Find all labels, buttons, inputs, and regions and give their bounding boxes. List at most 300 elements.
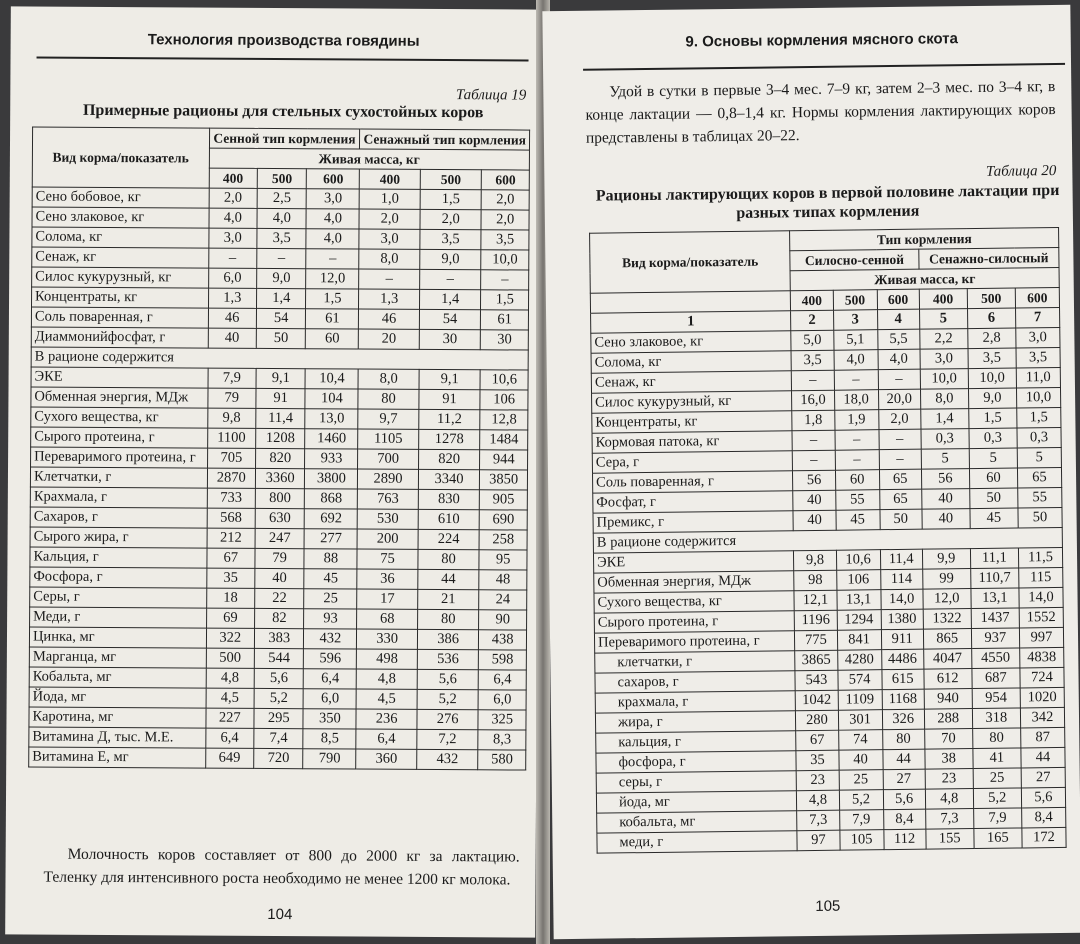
table-cell: 3,5 xyxy=(481,230,529,250)
table-cell: 342 xyxy=(1020,707,1064,728)
table-cell: 36 xyxy=(357,569,417,589)
table-cell: 41 xyxy=(973,748,1021,769)
table-cell: 54 xyxy=(419,309,481,329)
table-cell: 598 xyxy=(479,650,527,670)
table-cell: 67 xyxy=(796,730,838,751)
table-cell: 115 xyxy=(1019,567,1063,588)
table-cell: 227 xyxy=(205,708,254,728)
table-cell: 5,2 xyxy=(417,689,479,709)
row-label: Сырого протеина, г xyxy=(594,611,795,633)
table-cell: 13,1 xyxy=(971,588,1019,609)
table-cell: 6,0 xyxy=(208,268,257,288)
table-cell: 0,3 xyxy=(969,428,1017,449)
table-cell: 25 xyxy=(304,589,357,609)
table-cell: 9,1 xyxy=(256,368,306,388)
table-cell: 9,9 xyxy=(922,549,970,570)
table-cell: 3,0 xyxy=(920,349,968,370)
table-cell: 438 xyxy=(479,630,527,650)
table-cell: 87 xyxy=(1021,727,1065,748)
row-label: Витамина Е, мг xyxy=(29,747,206,768)
table-cell: 90 xyxy=(479,610,527,630)
row-label: Диаммонийфосфат, г xyxy=(31,327,208,348)
group-label: В рационе содержится xyxy=(593,527,1062,553)
table-cell: 8,5 xyxy=(303,729,356,749)
table-cell: 45 xyxy=(835,510,879,531)
left-running-head: Технология производства говядины xyxy=(147,31,420,50)
table-cell: 44 xyxy=(418,569,480,589)
table-cell: 7,9 xyxy=(208,368,257,388)
table-cell: 27 xyxy=(883,769,925,790)
table-cell: 23 xyxy=(797,770,839,791)
table-cell: 4,0 xyxy=(257,208,307,228)
table-cell: 97 xyxy=(797,830,839,851)
table-cell: 80 xyxy=(882,729,924,750)
table-cell: 13,0 xyxy=(305,409,358,429)
table-cell: 5,5 xyxy=(877,329,919,350)
table-19 xyxy=(28,127,530,771)
table-cell: 69 xyxy=(206,608,255,628)
table-cell: 105 xyxy=(839,830,883,851)
table-cell: 5,2 xyxy=(839,790,883,811)
table-cell: 65 xyxy=(879,469,921,490)
table-cell: 8,4 xyxy=(883,809,925,830)
table-cell: 288 xyxy=(924,709,972,730)
table-cell: 4,0 xyxy=(306,209,359,229)
row-label: Солома, кг xyxy=(32,227,209,248)
table-cell: 8,0 xyxy=(359,249,419,269)
table-cell: 18,0 xyxy=(834,390,878,411)
table-cell: 3340 xyxy=(418,469,480,489)
table-cell: 40 xyxy=(793,490,835,511)
right-intro: Удой в сутки в первые 3–4 мес. 7–9 кг, затем 2–3 мес. по 3–4 кг, в конце лактации — 0,8–1,4 кг. Нормы кормления лактирующих коров представлены в таблицах 20–22. xyxy=(585,77,1056,147)
row-label: Силос кукурузный, кг xyxy=(32,267,209,288)
table-cell: 2890 xyxy=(358,469,418,489)
table-cell: 11,1 xyxy=(970,548,1018,569)
table-cell: 9,0 xyxy=(257,268,307,288)
table-cell: 40 xyxy=(208,328,257,348)
row-label: жира, г xyxy=(595,711,796,733)
table-cell: 4,8 xyxy=(206,668,255,688)
table-cell: 4,0 xyxy=(306,229,359,249)
table-cell: 360 xyxy=(356,749,416,769)
table-cell: 1,5 xyxy=(969,408,1017,429)
table-cell: 5,1 xyxy=(833,330,877,351)
table-cell: 40 xyxy=(793,510,835,531)
table-cell: 330 xyxy=(357,629,417,649)
table-cell: – xyxy=(419,269,481,289)
row-label: серы, г xyxy=(596,771,797,793)
row-label: Силос кукурузный, кг xyxy=(592,391,793,413)
table-cell: 544 xyxy=(254,648,304,668)
table-cell: 25 xyxy=(973,768,1021,789)
table-cell: 2,0 xyxy=(420,209,482,229)
table-cell: 574 xyxy=(837,670,881,691)
table-cell: 247 xyxy=(255,528,305,548)
table-cell: 16,0 xyxy=(792,390,834,411)
left-table-title: Примерные рационы для стельных сухостойных коров xyxy=(82,101,484,122)
table-cell: 536 xyxy=(417,649,479,669)
table-cell: 50 xyxy=(969,488,1017,509)
row-label: Кормовая патока, кг xyxy=(592,431,793,453)
table-cell: 4,0 xyxy=(209,208,258,228)
left-table-number: Таблица 19 xyxy=(455,87,527,104)
table-cell: 1196 xyxy=(795,610,837,631)
table-cell: 1278 xyxy=(418,429,480,449)
table-cell: 5,0 xyxy=(791,330,833,351)
column-number: 4 xyxy=(877,309,919,330)
table-cell: 5,6 xyxy=(1021,787,1065,808)
table-cell: 7,9 xyxy=(973,808,1021,829)
table-cell: 38 xyxy=(925,749,973,770)
table-cell: 7,3 xyxy=(925,809,973,830)
weight-header: 400 xyxy=(209,168,258,188)
row-label: Переваримого протеина, г xyxy=(31,447,208,468)
table-cell: 93 xyxy=(304,609,357,629)
table-cell: 110,7 xyxy=(970,568,1018,589)
table-cell: 4280 xyxy=(837,650,881,671)
table-cell: 3,5 xyxy=(791,350,833,371)
table-cell: 2,0 xyxy=(209,188,258,208)
row-label: Крахмала, г xyxy=(30,487,207,508)
table-cell: – xyxy=(257,248,307,268)
table-cell: 720 xyxy=(254,748,304,768)
table-cell: 9,1 xyxy=(419,369,481,389)
table-cell: 10,0 xyxy=(1016,387,1060,408)
table-cell: 80 xyxy=(358,389,418,409)
table-cell: 35 xyxy=(206,568,255,588)
table-cell: 4047 xyxy=(923,649,971,670)
table-cell: 104 xyxy=(305,389,358,409)
table-cell: 114 xyxy=(880,569,922,590)
table-cell: 277 xyxy=(304,529,357,549)
left-paragraph: Молочность коров составляет от 800 до 2000 кг за лактацию. Теленку для интенсивного роста необходимо не менее 1200 кг молока. xyxy=(43,845,520,889)
table-cell: 44 xyxy=(1021,747,1065,768)
table-cell: 75 xyxy=(357,549,417,569)
row-label: меди, г xyxy=(597,831,798,853)
table-cell: 596 xyxy=(304,649,357,669)
table-cell: 54 xyxy=(256,308,306,328)
table-cell: 1,5 xyxy=(481,290,529,310)
table-cell: 4550 xyxy=(971,648,1019,669)
table-cell: 91 xyxy=(419,389,481,409)
table-cell: 1294 xyxy=(837,610,881,631)
table-cell: 733 xyxy=(207,488,256,508)
table-row xyxy=(29,747,526,770)
table-cell: 1552 xyxy=(1019,607,1063,628)
weight-header: 600 xyxy=(877,289,919,310)
table-cell: 3,0 xyxy=(307,189,360,209)
table-cell: 60 xyxy=(306,329,359,349)
table-cell: 5,6 xyxy=(883,789,925,810)
row-label: Переваримого протеина, г xyxy=(594,631,795,653)
table-cell: 12,8 xyxy=(480,410,528,430)
table-cell: 1,8 xyxy=(792,410,834,431)
right-page-number: 105 xyxy=(815,897,841,915)
table-cell: 98 xyxy=(794,570,836,591)
table-cell: 820 xyxy=(418,449,480,469)
table-cell: 911 xyxy=(881,629,923,650)
table-cell: 10,6 xyxy=(480,370,528,390)
table-cell: 4,8 xyxy=(797,790,839,811)
table-cell: 80 xyxy=(418,549,480,569)
table-cell: 155 xyxy=(926,829,974,850)
weight-header: 600 xyxy=(307,169,360,189)
row-label: Сырого протеина, г xyxy=(31,427,208,448)
table-cell: 4,0 xyxy=(878,349,920,370)
row-label: крахмала, г xyxy=(595,691,796,713)
table-cell: 60 xyxy=(835,470,879,491)
table-cell: 630 xyxy=(255,508,305,528)
weight-header: 500 xyxy=(420,169,482,189)
table-cell: 5,2 xyxy=(973,788,1021,809)
table-cell: – xyxy=(792,430,834,451)
row-label: Премикс, г xyxy=(593,511,794,533)
feed-column-header: Вид корма/показатель xyxy=(32,127,209,188)
table-cell: – xyxy=(208,248,257,268)
table-cell: 12,0 xyxy=(923,589,971,610)
row-label: Сенаж, кг xyxy=(32,247,209,268)
table-cell: 1,3 xyxy=(359,289,419,309)
table-cell: 10,4 xyxy=(305,369,358,389)
table-cell: 7,4 xyxy=(254,728,304,748)
table-cell: – xyxy=(835,450,879,471)
row-label: Серы, г xyxy=(30,587,207,608)
table-cell: 1437 xyxy=(971,608,1019,629)
table-cell: 17 xyxy=(357,589,417,609)
row-label: Йода, мг xyxy=(29,687,206,708)
table-cell: 1042 xyxy=(796,690,838,711)
table-cell: 45 xyxy=(304,569,357,589)
right-table-title: Рационы лактирующих коров в первой половине лактации при разных типах кормления xyxy=(595,181,1060,222)
column-number: 3 xyxy=(833,310,877,331)
table-cell: 543 xyxy=(795,670,837,691)
table-cell: 383 xyxy=(254,628,304,648)
table-cell: 800 xyxy=(255,488,305,508)
row-label: Сахаров, г xyxy=(30,507,207,528)
weight-header: 500 xyxy=(967,288,1015,309)
table-cell: 61 xyxy=(481,310,529,330)
table-cell: 79 xyxy=(255,548,305,568)
table-cell: 276 xyxy=(417,709,479,729)
weight-header: 600 xyxy=(482,170,530,190)
table-cell: 3360 xyxy=(255,468,305,488)
table-cell: 9,7 xyxy=(358,409,418,429)
row-label: Цинка, мг xyxy=(29,627,206,648)
table-cell: – xyxy=(834,370,878,391)
table-cell: 22 xyxy=(255,588,305,608)
table-cell: 10,0 xyxy=(968,368,1016,389)
table-cell: 67 xyxy=(206,548,255,568)
table-cell: 3,5 xyxy=(1016,347,1060,368)
right-page xyxy=(542,5,1080,939)
table-cell: 18 xyxy=(206,588,255,608)
table-cell: 1208 xyxy=(256,428,306,448)
table-cell: 11,4 xyxy=(256,408,306,428)
table-cell: – xyxy=(834,430,878,451)
table-cell: 112 xyxy=(883,829,925,850)
table-cell: 14,0 xyxy=(1019,587,1063,608)
table-cell: 612 xyxy=(924,669,972,690)
table-cell: 6,0 xyxy=(303,689,356,709)
feeding-type-header: Тип кормления xyxy=(790,227,1059,250)
table-cell: 95 xyxy=(479,550,527,570)
table-cell: – xyxy=(792,370,834,391)
row-label: Концентраты, кг xyxy=(592,411,793,433)
table-cell: 3,0 xyxy=(1016,327,1060,348)
table-cell: 88 xyxy=(304,549,357,569)
weight-header: 500 xyxy=(833,290,877,311)
table-cell: 687 xyxy=(972,668,1020,689)
table-cell: 4486 xyxy=(881,649,923,670)
table-cell: 46 xyxy=(359,309,419,329)
table-cell: 2870 xyxy=(207,468,256,488)
table-cell: 8,3 xyxy=(478,730,526,750)
table-cell: 1322 xyxy=(923,609,971,630)
table-cell: 8,0 xyxy=(358,369,418,389)
row-label: Сырого жира, г xyxy=(30,527,207,548)
table-cell: 9,8 xyxy=(794,550,836,571)
table-cell: 498 xyxy=(357,649,417,669)
table-cell: 3,5 xyxy=(968,348,1016,369)
table-cell: 830 xyxy=(418,489,480,509)
silage-hay-header: Силосно-сенной xyxy=(790,249,918,271)
table-cell: 65 xyxy=(1017,467,1061,488)
weight-header: 500 xyxy=(257,168,307,188)
table-cell: 4,5 xyxy=(356,689,416,709)
table-cell: 40 xyxy=(838,750,882,771)
table-cell: 2,0 xyxy=(878,409,920,430)
table-cell: 20 xyxy=(359,329,419,349)
row-label: Сенаж, кг xyxy=(591,371,792,393)
table-cell: 3,0 xyxy=(208,228,257,248)
table-cell: 1460 xyxy=(305,429,358,449)
column-number: 7 xyxy=(1015,307,1059,328)
table-cell: 700 xyxy=(358,449,418,469)
table-cell: 0,3 xyxy=(921,429,969,450)
weight-header: 600 xyxy=(1015,287,1059,308)
table-cell: 944 xyxy=(480,450,528,470)
table-cell: 1168 xyxy=(882,689,924,710)
live-weight-header: Живая масса, кг xyxy=(790,267,1059,290)
table-cell: 61 xyxy=(306,309,359,329)
table-cell: 432 xyxy=(304,629,357,649)
table-cell: 2,2 xyxy=(919,329,967,350)
table-cell: 940 xyxy=(924,689,972,710)
table-cell: 500 xyxy=(206,648,255,668)
table-cell: – xyxy=(878,369,920,390)
table-cell: 1,3 xyxy=(208,288,257,308)
table-cell: 2,0 xyxy=(359,209,419,229)
column-number: 2 xyxy=(791,310,833,331)
table-cell: 35 xyxy=(796,750,838,771)
table-cell: 25 xyxy=(839,770,883,791)
table-cell: 80 xyxy=(417,609,479,629)
table-cell: 692 xyxy=(305,509,358,529)
table-cell: 8,0 xyxy=(920,389,968,410)
row-label: Обменная энергия, МДж xyxy=(31,387,208,408)
live-weight-header: Живая масса, кг xyxy=(209,148,530,170)
table-cell: 20,0 xyxy=(878,389,920,410)
table-cell: 3,5 xyxy=(257,228,307,248)
table-cell: 46 xyxy=(208,308,257,328)
column-number: 6 xyxy=(967,308,1015,329)
column-number: 1 xyxy=(591,311,792,333)
table-cell: – xyxy=(306,249,359,269)
table-cell: 3800 xyxy=(305,469,358,489)
row-label: Сухого вещества, кг xyxy=(31,407,208,428)
table-cell: 23 xyxy=(925,769,973,790)
table-cell: 954 xyxy=(972,688,1020,709)
table-cell: – xyxy=(481,270,529,290)
table-20 xyxy=(589,227,1067,854)
table-cell: 7,2 xyxy=(417,729,479,749)
table-cell: 55 xyxy=(1018,487,1062,508)
table-cell: – xyxy=(359,269,419,289)
table-cell: 11,4 xyxy=(880,549,922,570)
table-cell: 6,4 xyxy=(205,728,254,748)
row-label: Витамина Д, тыс. М.Е. xyxy=(29,727,206,748)
table-cell: 763 xyxy=(358,489,418,509)
table-cell: 530 xyxy=(358,509,418,529)
table-cell: 30 xyxy=(481,330,529,350)
table-cell: 1,5 xyxy=(420,189,482,209)
table-cell: 106 xyxy=(836,570,880,591)
table-cell: 295 xyxy=(254,708,304,728)
table-cell: 3,0 xyxy=(359,229,419,249)
table-cell: 775 xyxy=(795,630,837,651)
table-cell: 40 xyxy=(922,509,970,530)
row-label: йода, мг xyxy=(596,791,797,813)
table-cell: 610 xyxy=(418,509,480,529)
table-cell: 2,0 xyxy=(482,190,530,210)
table-cell: 1,4 xyxy=(920,409,968,430)
row-label: Соль поваренная, г xyxy=(31,307,208,328)
table-cell: 14,0 xyxy=(881,589,923,610)
table-cell: 4,5 xyxy=(206,688,255,708)
row-label: Обменная энергия, МДж xyxy=(594,571,795,593)
table-cell: 56 xyxy=(793,470,835,491)
table-cell: 11,2 xyxy=(419,409,481,429)
table-cell: 4838 xyxy=(1020,647,1064,668)
feed-column-header: Вид корма/показатель xyxy=(590,231,791,293)
table-cell: 91 xyxy=(256,388,306,408)
table-cell: 1020 xyxy=(1020,687,1064,708)
row-label: Фосфат, г xyxy=(593,491,794,513)
table-cell: 4,0 xyxy=(834,350,878,371)
table-cell: 868 xyxy=(305,489,358,509)
table-cell: 432 xyxy=(416,749,478,769)
table-cell: 790 xyxy=(303,749,356,769)
table-cell: 65 xyxy=(879,489,921,510)
table-cell: 937 xyxy=(971,628,1019,649)
table-cell: 82 xyxy=(255,608,305,628)
table-cell: 841 xyxy=(837,630,881,651)
table-cell: 44 xyxy=(882,749,924,770)
table-cell: 1,5 xyxy=(306,289,359,309)
table-cell: 27 xyxy=(1021,767,1065,788)
table-cell: 9,8 xyxy=(207,408,256,428)
row-label: кобальта, мг xyxy=(597,811,798,833)
table-cell: – xyxy=(879,449,921,470)
table-cell: 40 xyxy=(255,568,305,588)
table-cell: 4,8 xyxy=(357,669,417,689)
row-label: Солома, кг xyxy=(591,351,792,373)
table-cell: 580 xyxy=(478,750,526,770)
table-cell: 2,5 xyxy=(257,188,307,208)
row-label: Каротина, мг xyxy=(29,707,206,728)
table-cell: 2,0 xyxy=(481,210,529,230)
table-cell: 1100 xyxy=(207,428,256,448)
